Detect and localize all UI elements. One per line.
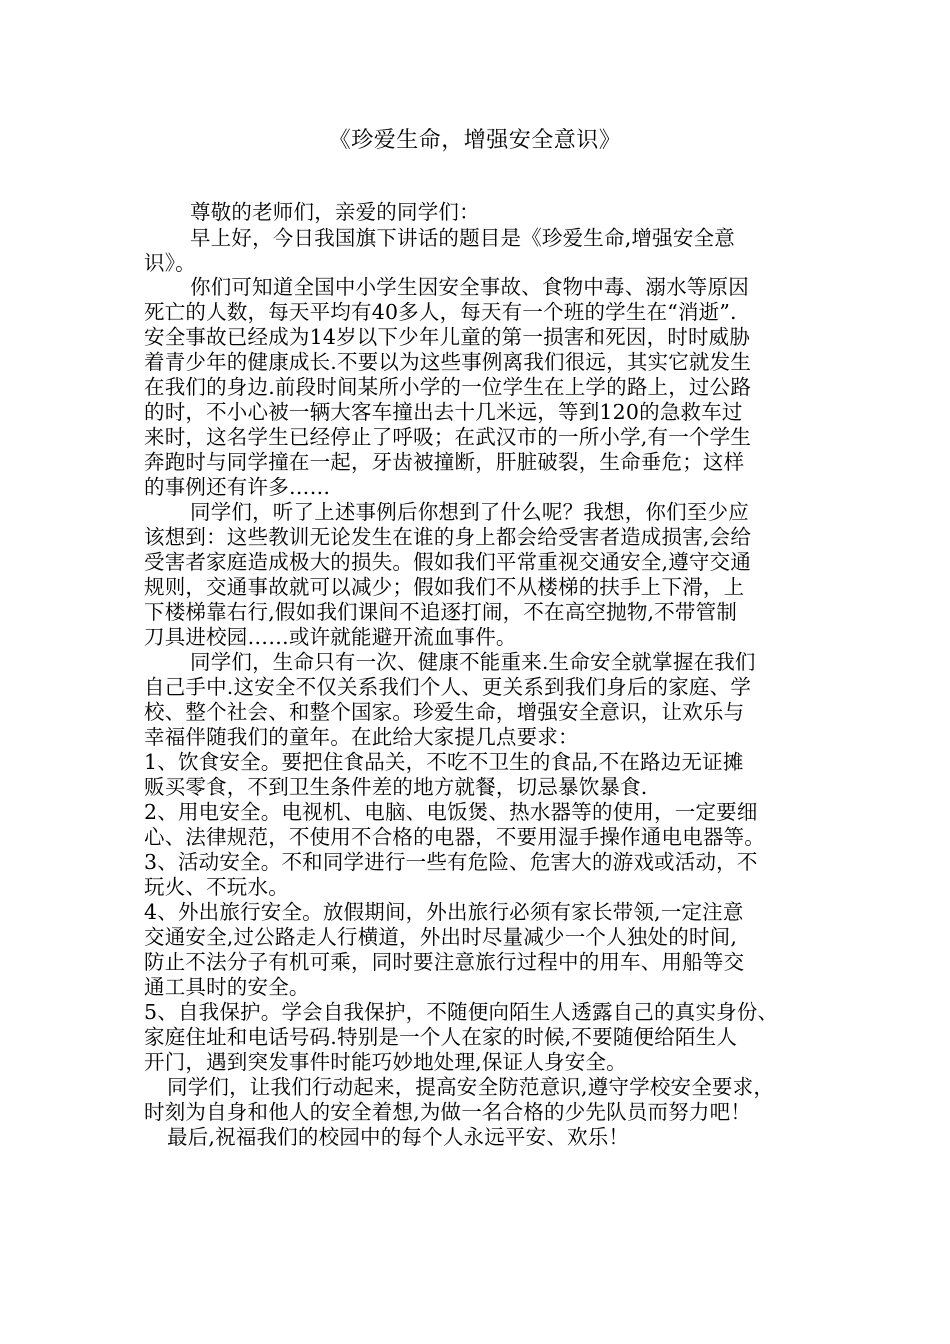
body-line: 交通安全,过公路走人行横道，外出时尽量减少一个人独处的时间, [144,925,738,949]
body-line: 来时，这名学生已经停止了呼吸；在武汉市的一所小学,有一个学生 [144,425,752,449]
body-line: 奔跑时与同学撞在一起，牙齿被撞断，肝脏破裂，生命垂危；这样 [144,450,745,474]
body-line: 时刻为自身和他人的安全着想,为做一名合格的少先队员而努力吧！ [144,1100,752,1124]
body-line: 规则，交通事故就可以减少；假如我们不从楼梯的扶手上下滑，上 [144,575,745,599]
body-line: 家庭住址和电话号码.特别是一个人在家的时候,不要随便给陌生人 [144,1025,738,1049]
body-line: 贩买零食，不到卫生条件差的地方就餐，切忌暴饮暴食. [144,775,648,799]
body-line: 受害者家庭造成极大的损失。假如我们平常重视交通安全,遵守交通 [144,550,752,574]
body-line: 早上好，今日我国旗下讲话的题目是《珍爱生命,增强安全意 [190,226,735,250]
body-line: 着青少年的健康成长.不要以为这些事例离我们很远，其实它就发生 [144,350,752,374]
body-line: 同学们，生命只有一次、健康不能重来.生命安全就掌握在我们 [190,650,756,674]
body-line: 3、活动安全。不和同学进行一些有危险、危害大的游戏或活动，不 [144,850,758,874]
body-line: 安全事故已经成为14岁以下少年儿童的第一损害和死因，时时威胁 [144,325,751,349]
body-line: 死亡的人数，每天平均有40多人，每天有一个班的学生在“消逝”. [144,300,737,324]
body-line: 开门，遇到突发事件时能巧妙地处理,保证人身安全。 [144,1050,627,1074]
body-line: 通工具时的安全。 [144,975,310,999]
body-line: 1、饮食安全。要把住食品关，不吃不卫生的食品,不在路边无证摊 [144,750,744,774]
body-line: 最后,祝福我们的校园中的每个人永远平安、欢乐！ [167,1125,630,1149]
body-line: 4、外出旅行安全。放假期间，外出旅行必须有家长带领,一定注意 [144,900,744,924]
body-line: 2、用电安全。电视机、电脑、电饭煲、热水器等的使用，一定要细 [144,800,758,824]
body-line: 的时，不小心被一辆大客车撞出去十几米远，等到120的急救车过 [144,400,743,424]
body-line: 自己手中.这安全不仅关系我们个人、更关系到我们身后的家庭、学 [144,675,752,699]
body-line: 在我们的身边.前段时间某所小学的一位学生在上学的路上，过公路 [144,375,752,399]
body-line: 该想到：这些教训无论发生在谁的身上都会给受害者造成损害,会给 [144,525,752,549]
body-line: 防止不法分子有机可乘，同时要注意旅行过程中的用车、用船等交 [144,950,745,974]
body-line: 玩火、不玩水。 [144,875,289,899]
body-line: 心、法律规范，不使用不合格的电器，不要用湿手操作通电电器等。 [144,825,765,849]
body-line: 同学们，让我们行动起来，提高安全防范意识,遵守学校安全要求， [167,1075,775,1099]
body-line: 的事例还有许多…… [144,475,331,499]
body-line: 尊敬的老师们，亲爱的同学们： [190,200,480,224]
body-line: 校、整个社会、和整个国家。珍爱生命，增强安全意识，让欢乐与 [144,700,745,724]
body-line: 同学们，听了上述事例后你想到了什么呢？我想，你们至少应 [190,500,749,524]
body-line: 你们可知道全国中小学生因安全事故、食物中毒、溺水等原因 [190,275,749,299]
document-title: 《珍爱生命，增强安全意识》 [328,128,622,153]
body-line: 下楼梯靠右行,假如我们课间不追逐打闹，不在高空抛物,不带管制 [144,600,738,624]
body-line: 识》。 [144,251,196,275]
body-line: 5、自我保护。学会自我保护，不随便向陌生人透露自己的真实身份、 [144,1000,779,1024]
body-line: 刀具进校园……或许就能避开流血事件。 [144,625,517,649]
body-line: 幸福伴随我们的童年。在此给大家提几点要求： [144,725,579,749]
